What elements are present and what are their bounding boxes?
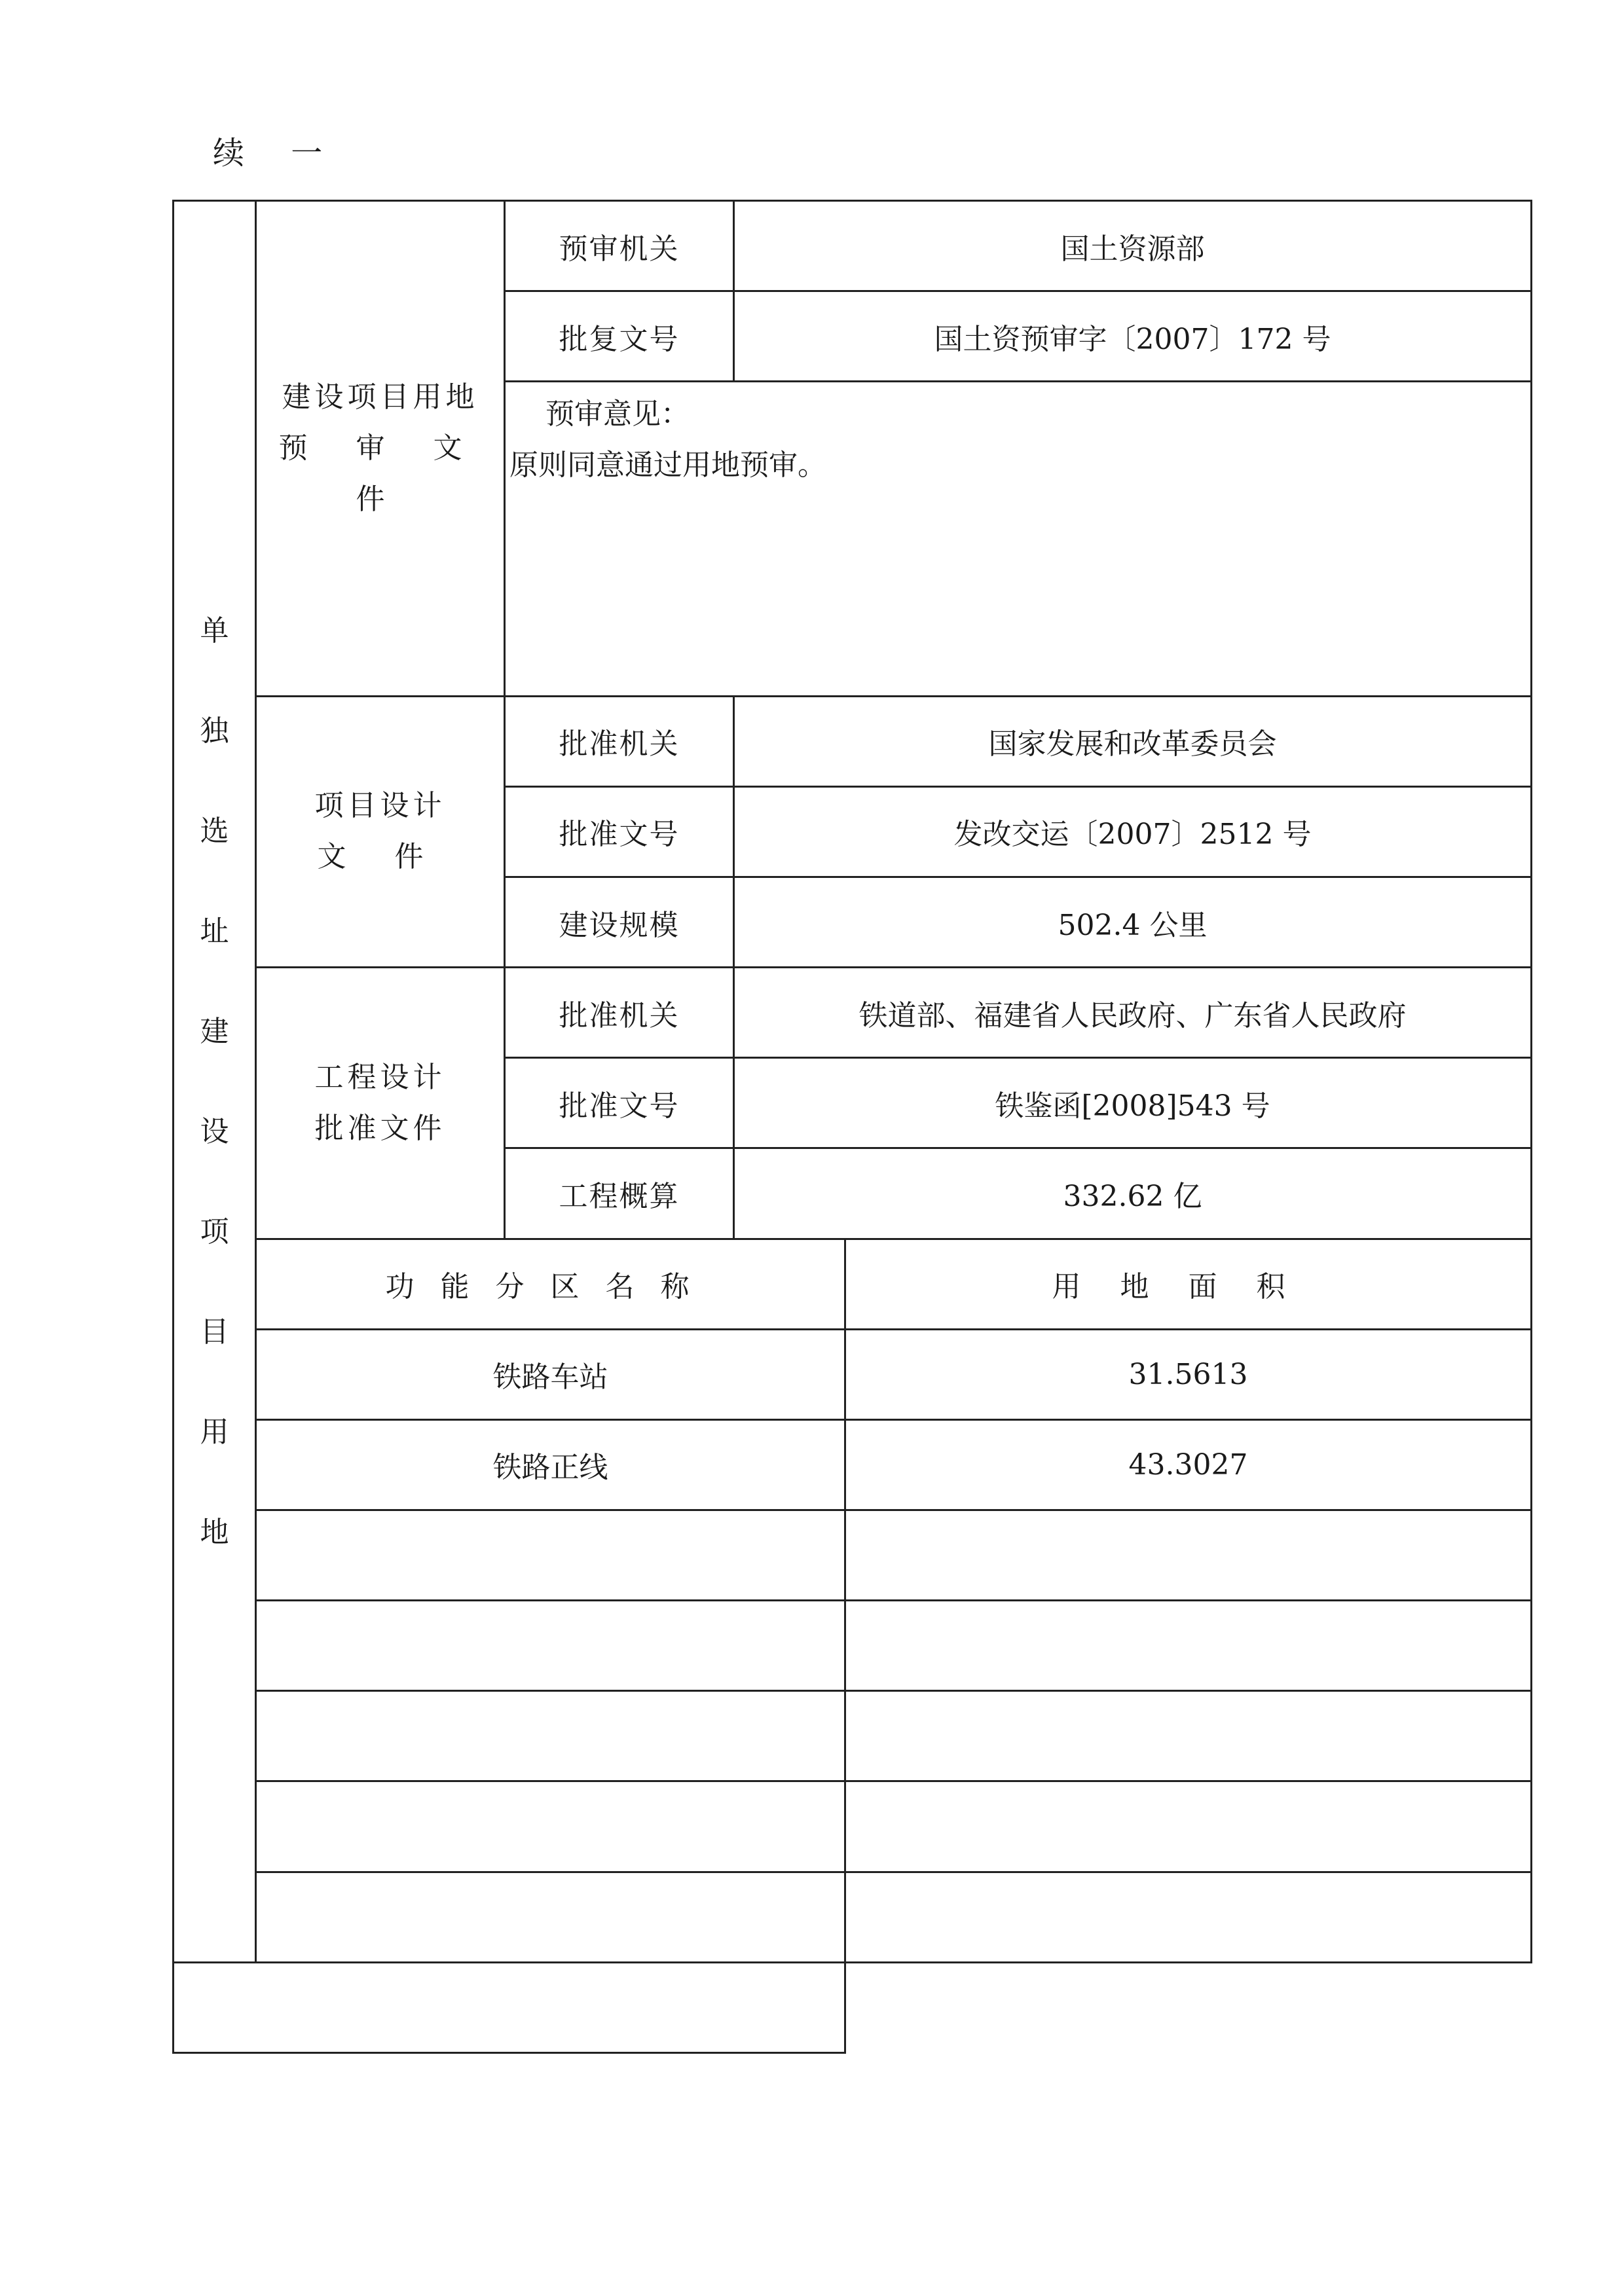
table-row [174, 1962, 1532, 2052]
land-area-value [845, 1872, 1532, 1962]
engineering-design-label-line2: 批准文件 [314, 1111, 446, 1145]
side-label-char: 址 [200, 914, 229, 948]
project-design-authority-value: 国家发展和改革委员会 [734, 696, 1532, 786]
table-row [174, 1601, 1532, 1691]
table-row [174, 1419, 1532, 1510]
land-area-value: 31.5613 [845, 1329, 1532, 1419]
table-row [174, 1781, 1532, 1872]
project-design-scale-value: 502.4 公里 [734, 877, 1532, 968]
function-zone-name [256, 1872, 845, 1962]
project-design-label-line2: 文 件 [317, 840, 443, 874]
predetermination-doc-label [256, 201, 505, 697]
engineering-design-approval-no-value: 铁鉴函[2008]543 号 [734, 1058, 1532, 1148]
side-label-char: 项 [200, 1214, 229, 1248]
project-design-approval-no-label: 批准文号 [505, 786, 734, 877]
column-header-land-area: 用地面积 [845, 1239, 1532, 1329]
function-zone-name [256, 1691, 845, 1781]
side-label-char: 设 [200, 1114, 229, 1148]
engineering-design-budget-label: 工程概算 [505, 1148, 734, 1239]
table-row [174, 1329, 1532, 1419]
land-use-extra-rows [174, 1962, 845, 2052]
predetermination-approval-no-value: 国土资预审字〔2007〕172 号 [734, 291, 1532, 382]
side-label-char: 选 [200, 814, 229, 848]
engineering-design-authority-value: 铁道部、福建省人民政府、广东省人民政府 [734, 968, 1532, 1058]
function-zone-name [256, 1510, 845, 1601]
predetermination-authority-value: 国土资源部 [734, 201, 1532, 291]
opinion-title: 预审意见： [545, 397, 690, 431]
function-zone-name [256, 1601, 845, 1691]
column-header-function-zone: 功能分区名称 [256, 1239, 845, 1329]
function-zone-name: 铁路正线 [256, 1419, 845, 1510]
table-row [174, 1510, 1532, 1601]
side-label-char: 建 [200, 1014, 229, 1048]
engineering-design-budget-value: 332.62 亿 [734, 1148, 1532, 1239]
function-zone-name: 铁路车站 [256, 1329, 845, 1419]
function-zone-name [256, 1781, 845, 1872]
predetermination-label-line1: 建设项目用地 [282, 380, 479, 414]
land-area-value [845, 1601, 1532, 1691]
side-label-char: 独 [200, 714, 229, 748]
predetermination-authority-label: 预审机关 [505, 201, 734, 291]
land-area-value: 43.3027 [845, 1419, 1532, 1510]
table-row [174, 1691, 1532, 1781]
engineering-design-approval-no-label: 批准文号 [505, 1058, 734, 1148]
page-header: 续 一 [213, 135, 341, 172]
land-area-value [845, 1510, 1532, 1601]
table-row [174, 1872, 1532, 1962]
opinion-text: 原则同意通过用地预审。 [509, 448, 826, 483]
project-design-scale-label: 建设规模 [505, 877, 734, 968]
land-area-value [845, 1691, 1532, 1781]
predetermination-label-line2: 预 审 文 件 [278, 431, 482, 516]
side-label-cell [174, 201, 256, 1963]
land-use-form-table [172, 200, 1532, 2054]
engineering-design-authority-label: 批准机关 [505, 968, 734, 1058]
predetermination-approval-no-label: 批复文号 [505, 291, 734, 382]
project-design-authority-label: 批准机关 [505, 696, 734, 786]
land-area-value [845, 1781, 1532, 1872]
side-label-char: 地 [200, 1515, 229, 1549]
side-label-char: 单 [200, 613, 229, 647]
predetermination-opinion-cell [505, 382, 1532, 697]
side-label-char: 目 [200, 1315, 229, 1349]
project-design-label-line1: 项目设计 [314, 789, 446, 823]
project-design-approval-no-value: 发改交运〔2007〕2512 号 [734, 786, 1532, 877]
engineering-design-label-line1: 工程设计 [314, 1060, 446, 1094]
side-label-char: 用 [200, 1415, 229, 1449]
project-design-doc-label [256, 696, 505, 967]
engineering-design-doc-label [256, 968, 505, 1239]
